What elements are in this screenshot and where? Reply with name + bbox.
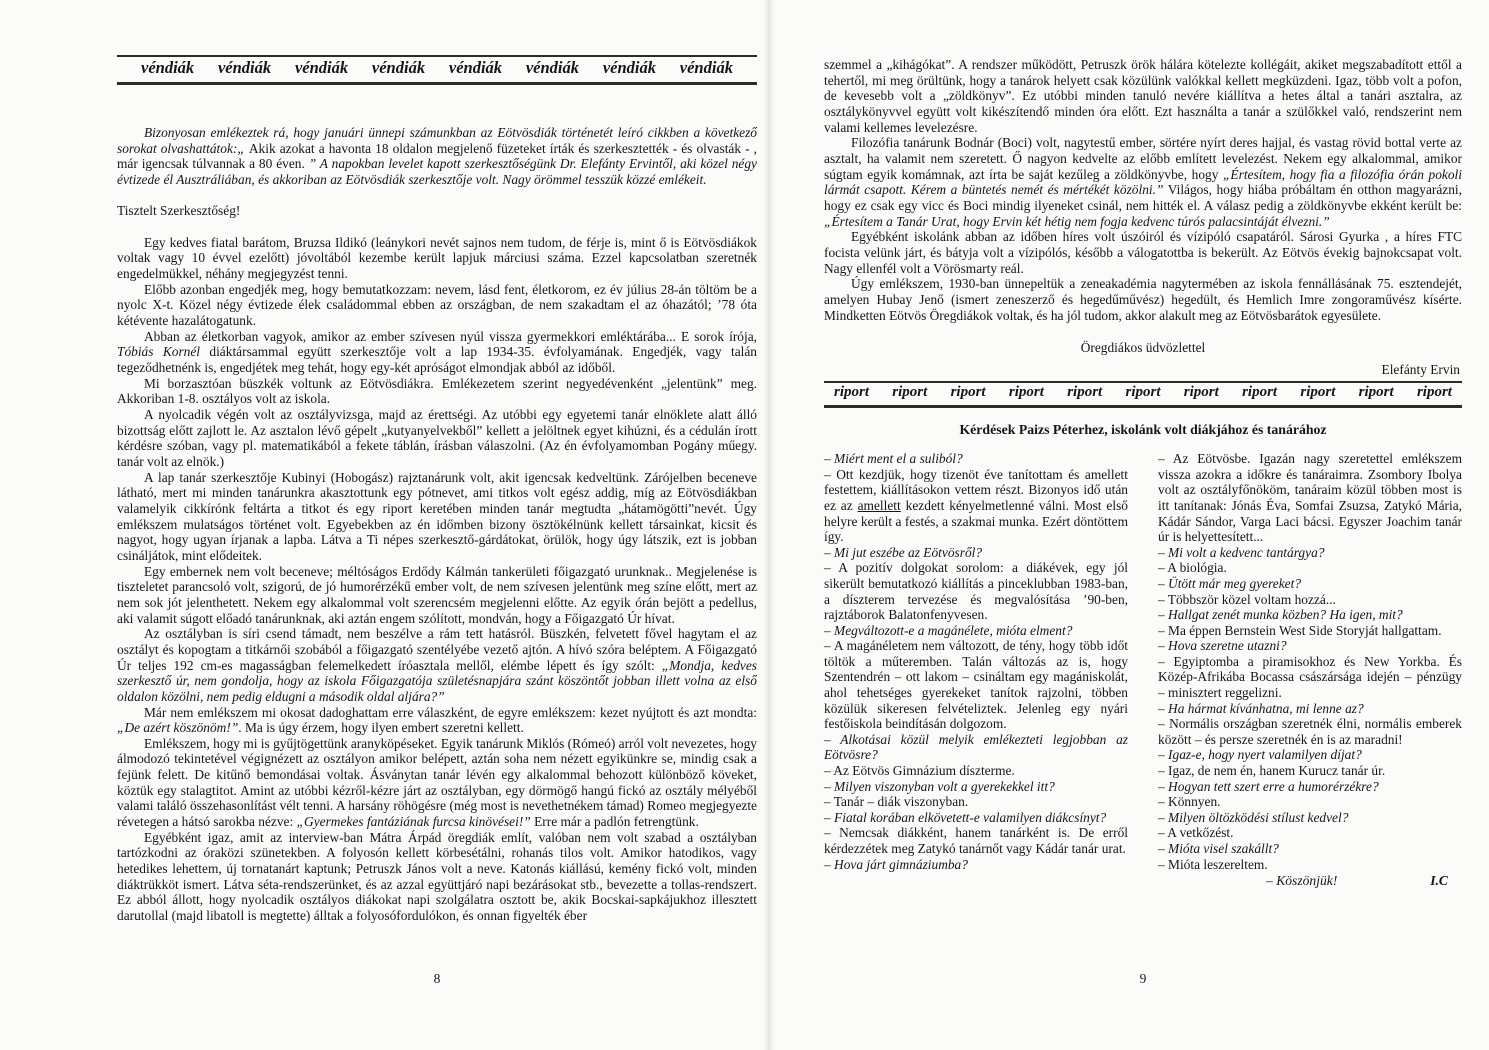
riport-word: riport [1416, 384, 1452, 401]
page-right [824, 0, 1463, 986]
body-paragraph: A lap tanár szerkesztője Kubinyi (Hobogász) rajztanárunk volt, akit igencsak kedveltünk. Zárójelben beceneve látható, mert mi minden tanárunkra akasztottunk egy pótnevet, ami titkos volt egész addig, míg az Eötvösdiákban valamelyik cikkírónk feltárta a titkot és egy riport keretében minden tanár megtudta „hátamögötti”nevét. Úgy emlékszem mulatságos történet volt. Egyebekben az én időmben bizony ösztökélnünk kellett társainkat, kicsit és nagyot, hogy ugyan írjanak a lapba. Látva a Ti népes szerkesztő-gárdátokat, örülök, hogy úgy látszik, ezt is jobban csináljátok, mint elődeitek. [117, 469, 757, 563]
qa-line: – Fiatal korában elkövetett-e valamilyen diákcsínyt? [824, 809, 1107, 825]
masthead-word: véndiák [525, 58, 580, 77]
interview-title: Kérdések Paizs Péterhez, iskolánk volt diákjához és tanárához [959, 422, 1327, 438]
qa-line: – A biológia. [1158, 560, 1227, 576]
qa-line: – Az Eötvösbe. Igazán nagy szeretettel emlékszem vissza azokra a időkre és tanáraimra. Zsombory Ibolya volt az osztályfőnököm, tanáraim közül többen most is itt tanítanak: Jónás Éva, Somfai Zsuzsa, Zatykó Mária, Kádár Sándor, Varga Laci bácsi. Egyszer Joachim tanár úr is helyettesített... [1158, 451, 1462, 545]
qa-line: – Ma éppen Bernstein West Side Storyját hallgattam. [1158, 622, 1442, 638]
qa-line: – Megváltozott-e a magánélete, mióta elment? [824, 622, 1073, 638]
masthead-word: véndiák [371, 58, 426, 77]
body-paragraph: Az osztályban is síri csend támadt, nem beszélve a rám tett hatásról. Büszkén, felvetett fővel hagytam el az osztályt és kopogtam a titkárnői szobából a főigazgató szentélyébe vezető ajtón. A hívó szóra beléptem. A Főigazgató Úr teljes 192 cm-es magasságban felemelkedett íróasztala mellől, elémbe lépett és így szólt: „Mondja, kedves szerkesztő úr, nem gondolja, hogy az iskola Főigazgatója születésnapjára szánt köszöntőt jobban illett volna az első oldalon közölni, nem pedig eldugni a második oldal aljára?” [117, 626, 757, 704]
riport-word: riport [1125, 384, 1161, 401]
qa-line: – Miért ment el a suliból? [824, 451, 963, 467]
page-left [117, 0, 757, 986]
masthead-word: véndiák [294, 58, 349, 77]
signature: Elefánty Ervin [1381, 362, 1460, 378]
qa-line: – Hova szeretne utazni? [1158, 638, 1287, 654]
body-paragraph: Előbb azonban engedjék meg, hogy bemutatkozzam: nevem, lásd fent, életkorom, ez év július 28-án töltöm be a nyolc X-t. Közel négy évtizede élek családommal ebben az országban, de nem szakadtam el az óhazától; ’78 óta kétévente hazalátogatunk. [117, 281, 757, 329]
riport-band [824, 381, 1462, 408]
qa-line: – Egyiptomba a piramisokhoz és New Yorkba. És Közép-Afrikába Bocassa császársága idején – pénzügy – minisztert reggelizni. [1158, 653, 1462, 701]
intro-paragraph: Bizonyosan emlékeztek rá, hogy januári ünnepi számunkban az Eötvösdiák történetét leíró cikkben a következő sorokat olvashattátok:„ Akik azokat a havonta 18 oldalon megjelenő füzeteket írták és szerkesztették - és olvasták - , már igencsak túlvannak a 80 éven. ” A napokban levelet kapott szerkesztőségünk Dr. Elefánty Ervintől, aki közel négy évtizede él Ausztráliában, és akkoriban az Eötvösdiák szerkesztője volt. Nagy örömmel tesszük közzé emlékeit. [117, 125, 757, 188]
qa-line: – Az Eötvös Gimnázium díszterme. [824, 763, 1015, 779]
qa-line: – Ha hármat kívánhatna, mi lenne az? [1158, 700, 1364, 716]
qa-line: – Mi volt a kedvenc tantárgya? [1158, 544, 1325, 560]
page-fold [764, 0, 774, 1050]
interview-column-left [824, 451, 1128, 889]
interview-right-list [1158, 451, 1462, 872]
body-paragraph: Úgy emlékszem, 1930-ban ünnepeltük a zeneakadémia nagytermében az iskola fennállásának 75. esztendejét, amelyen Hubay Jenő (ismert zeneszerző és hegedűművész) hegedült, és Hemlich Imre zongoraművész kísérte. Mindketten Eötvös Öregdiákok voltak, és ha jól tudom, akkor alakult meg az Eötvösbarátok egyesülete. [824, 276, 1462, 323]
author-initials: I.C [1430, 873, 1448, 889]
qa-line: – Nemcsak diákként, hanem tanárként is. De erről kérdezzétek meg Zatykó tanárnőt vagy Kádár tanár urat. [824, 825, 1128, 856]
body-paragraph: szemmel a „kihágókat”. A rendszer működött, Petruszk örök hálára kötelezte kollégáit, akiket megszabadított ettől a tehertől, mi meg örültünk, hogy a tanárok helyett csak közülünk valókkal kellett megküzdeni. Igaz, több volt a pofon, de kevesebb volt a „zöldkönyv”. Ez utóbbi minden tanuló nevére kiállítva a hetes által a tanári asztalra, az osztálykönyvvel együtt volt kikészítendő minden óra előtt. Ezt használta a tanár a szülőkkel való, rendszerint nem valami kellemes levelezésre. [824, 57, 1462, 135]
body-paragraph: Mi borzasztóan büszkék voltunk az Eötvösdiákra. Emlékezetem szerint negyedévenként „jelentünk” meg. Akkoriban 1-8. osztályos volt az iskola. [117, 375, 757, 407]
masthead-word: véndiák [602, 58, 656, 77]
qa-line: – Többször közel voltam hozzá... [1158, 591, 1336, 607]
qa-line: – Milyen öltözködési stílust kedvel? [1158, 809, 1349, 825]
qa-line: – A magánéletem nem változott, de tény, hogy több időt töltök a műteremben. Talán változás az is, hogy Szentendrén – ott lakom – csináltam egy magániskolát, ahol tehetséges gyerekeket tanítok rajzolni, többen közülük sikeresen felvételiztek. Jelenleg egy nyári festőiskola beindításán dolgozom. [824, 638, 1128, 732]
body-paragraph: Már nem emlékszem mi okosat dadoghattam erre válaszként, de egyre emlékszem: kezet nyújtott és azt mondta: „De azért köszönöm!”. Ma is úgy érzem, hogy ilyen embert szeretni kellett. [117, 704, 757, 736]
masthead-vendiak [117, 55, 757, 85]
qa-line: – Hogyan tett szert erre a humorérzékre? [1158, 778, 1379, 794]
interview-column-right [1158, 451, 1462, 889]
letter-body-continued [824, 57, 1462, 323]
intro-block [117, 125, 757, 188]
qa-line: – Alkotásai közül melyik emlékezteti legjobban az Eötvösre? [824, 731, 1128, 763]
riport-word: riport [834, 384, 870, 401]
qa-line: – Mi jut eszébe az Eötvösről? [824, 544, 983, 560]
riport-word: riport [1242, 384, 1278, 401]
riport-word: riport [1067, 384, 1103, 401]
qa-line: – Mióta visel szakállt? [1158, 841, 1279, 856]
qa-line: – Milyen viszonyban volt a gyerekekkel itt? [824, 778, 1055, 794]
body-paragraph: Filozófia tanárunk Bodnár (Boci) volt, nagytestű ember, sörtére nyírt deres hajjal, és vastag rövid bottal verte az asztalt, ha valamit nem szeretett. Ő nagyon kedvelte az előbb említett levelezést. Nekem egy alkalommal, amikor súgtam egyik komámnak, azt írta be saját kezűleg a zöldkönyvbe, hogy „Értesítem, hogy fia a filozófia órán pokoli lármát csapott. Kérem a büntetés nemét és mértékét közölni.” Világos, hogy hiába próbáltam én otthon magyarázni, hogy ez csak egy vicc és Boci mindig ilyeneket csinál, nem hitték el. A válasz pedig a zöldkönyvbe ekként került be: „Értesítem a Tanár Urat, hogy Ervin két hétig nem fogja kedvenc túrós palacsintáját élvezni.” [824, 135, 1463, 229]
body-paragraph: Emlékszem, hogy mi is gyűjtögettünk aranyköpéseket. Egyik tanárunk Miklós (Rómeó) arról volt nevezetes, hogy álmodozó tekintetével végignézett az osztályon amikor belépett, aztán soha nem nézett egyikünkre se, mindig csak a fejünk felett. De kitűnő bemondásai voltak. Ásványtan tanár lévén egy alkalommal behozott különböző köveket, köztük egy stalagtitot. Amint az utóbbi kézről-kézre járt az osztályban, egy dörmögő hangú fickó az osztály mélyéből valami találó összehasonlítást vélt tenni. A harsány röhögésre (még most is nevethetnékem támad) Romeo megjegyezte révetegen a hátsó sarokba nézve: „Gyermekes fantáziának furcsa kinövései!” Erre már a padlón fetrengtünk. [117, 735, 757, 830]
qa-line: – A pozitív dolgokat sorolom: a diákévek, egy jól sikerült bemutatkozó kiállítás a pinceklubban 1983-ban, a díszterem tervezése és megvalósítása ’90-ben, rajztáborok Balatonfenyvesen. [824, 560, 1128, 623]
masthead-word: véndiák [448, 58, 503, 77]
page-number-right: 9 [1139, 971, 1147, 986]
body-paragraph: Egy kedves fiatal barátom, Bruzsa Ildikó (leánykori nevét sajnos nem tudom, de férje is, mint ő is Eötvösdiákok voltak vagy 10 évvel ezelőtt) jóvoltából kezembe került lapjuk márciusi száma. Ezzel kapcsolatban szeretnék engedelmükkel, néhány megjegyzést tenni. [117, 234, 757, 282]
letter-body [117, 235, 757, 924]
riport-word: riport [1008, 384, 1044, 401]
body-paragraph: Egy embernek nem volt beceneve; méltóságos Erdődy Kálmán tankerületi főigazgató urunknak.. Megjelenése is tiszteletet parancsoló volt, szigorú, de jó humorérzékű ember volt, de nem szívesen jelentünk meg színe előtt, mert az nem sok jót jelenthetett. Nekem egy alkalommal volt szerencsém megjelenni előtte. Az egyik órán bejött a pedellus, aki valamit súgott előadó tanárunknak, aki aztán engem szólított, mondván, hogy a Főigazgató Úr hívat. [117, 563, 757, 626]
qa-line: – Ütött már meg gyereket? [1158, 575, 1302, 591]
riport-word: riport [892, 384, 928, 401]
qa-line: – Igaz-e, hogy nyert valamilyen díjat? [1158, 747, 1362, 763]
qa-line: – Mióta leszereltem. [1158, 856, 1268, 872]
qa-line: – Normális országban szeretnék élni, normális emberek között – és persze szeretnék én is az maradni! [1158, 716, 1462, 747]
body-paragraph: Abban az életkorban vagyok, amikor az ember szívesen nyúl vissza gyermekkori emléktárába... E sorok írója, Tóbiás Kornél diáktársammal együtt szerkesztője volt a lap 1934-35. évfolyamának. Engedjék, vagy talán tegeződhetnénk is, engedjétek meg tehát, hogy egy-két apróságot elmondjak abból az időből. [117, 328, 757, 376]
body-paragraph: Egyébként iskolánk abban az időben híres volt úszóiról és vízipóló csapatáról. Sárosi Gyurka , a híres FTC focista velünk járt, és bátyja volt a vízipólós, később a válogatottba is bekerült. Az Eötvös évekig bajnokcsapat volt. Nagy ellenfél volt a Vörösmarty reál. [824, 229, 1462, 276]
interview-columns [824, 451, 1462, 889]
qa-line: – Tanár – diák viszonyban. [824, 794, 969, 810]
closing-line: Öregdiákos üdvözlettel [1080, 340, 1206, 356]
body-paragraph: Egyébként igaz, amit az interview-ban Mátra Árpád öregdiák említ, valóban nem volt szabad a osztályban tartózkodni az óraközi szünetekben. A folyosón kellett körbesétálni, rohanás tilos volt. Amikor hatodikos, vagy hetedikes lehettem, új tornatanárt kaptunk; Petruszk János volt a neve. Katonás kiállású, kemény fickó volt, minden diáktrükköt ismert. Látva séta-rendszerünket, és az azzal együttjáró napi bezárásokat stb., bevezette a tollas-rendszert. Ez abból állott, hogy nyolcadik osztályos diákokat napi szolgálatra osztott be, akik Bocskai-sapkájukhoz illesztett darutollal (majd libatoll is megtette) álltak a folyosófordulókon, és onnan figyelték éber [117, 829, 757, 924]
qa-line: – Hova járt gimnáziumba? [824, 856, 968, 872]
qa-line: – Hallgat zenét munka közben? Ha igen, mit? [1158, 607, 1403, 623]
thanks-line: – Köszönjük! [1266, 873, 1338, 889]
masthead-word: véndiák [141, 58, 195, 77]
riport-word: riport [1300, 384, 1336, 401]
body-paragraph: A nyolcadik végén volt az osztályvizsga, majd az érettségi. Az utóbbi egy egyetemi tanár elnöklete alatt álló bizottság előtt zajlott le. Az asztalon lévő gépelt „kutyanyelvekből” kellett a jelöltnek egyet kihúzni, és a cédulán írott kérdésre szóban, vagy pl. matematikából a fekete táblán, írásban válaszolni. (Az én évfolyamomban Pogány műegy. tanár volt az elnök.) [117, 407, 757, 469]
page-number-left: 8 [433, 971, 441, 986]
masthead-word: véndiák [217, 58, 272, 77]
salutation: Tisztelt Szerkesztőség! [117, 202, 241, 218]
thanks-row [1158, 873, 1462, 889]
qa-line: – Igaz, de nem én, hanem Kurucz tanár úr. [1158, 763, 1386, 779]
qa-line: – A vetkőzést. [1158, 825, 1234, 841]
riport-word: riport [1183, 384, 1219, 401]
riport-word: riport [950, 384, 986, 401]
qa-line: – Ott kezdjük, hogy tizenöt éve tanítottam és amellett festettem, kiállításokon vettem részt. Bizonyos idő után ez az amellett kezdett kényelmetlenné válni. Most első helyre került a festés, a szakmai munka. Ezért döntöttem így. [824, 466, 1128, 545]
qa-line: – Könnyen. [1158, 794, 1221, 810]
riport-word: riport [1358, 384, 1394, 401]
masthead-word: véndiák [679, 58, 733, 77]
